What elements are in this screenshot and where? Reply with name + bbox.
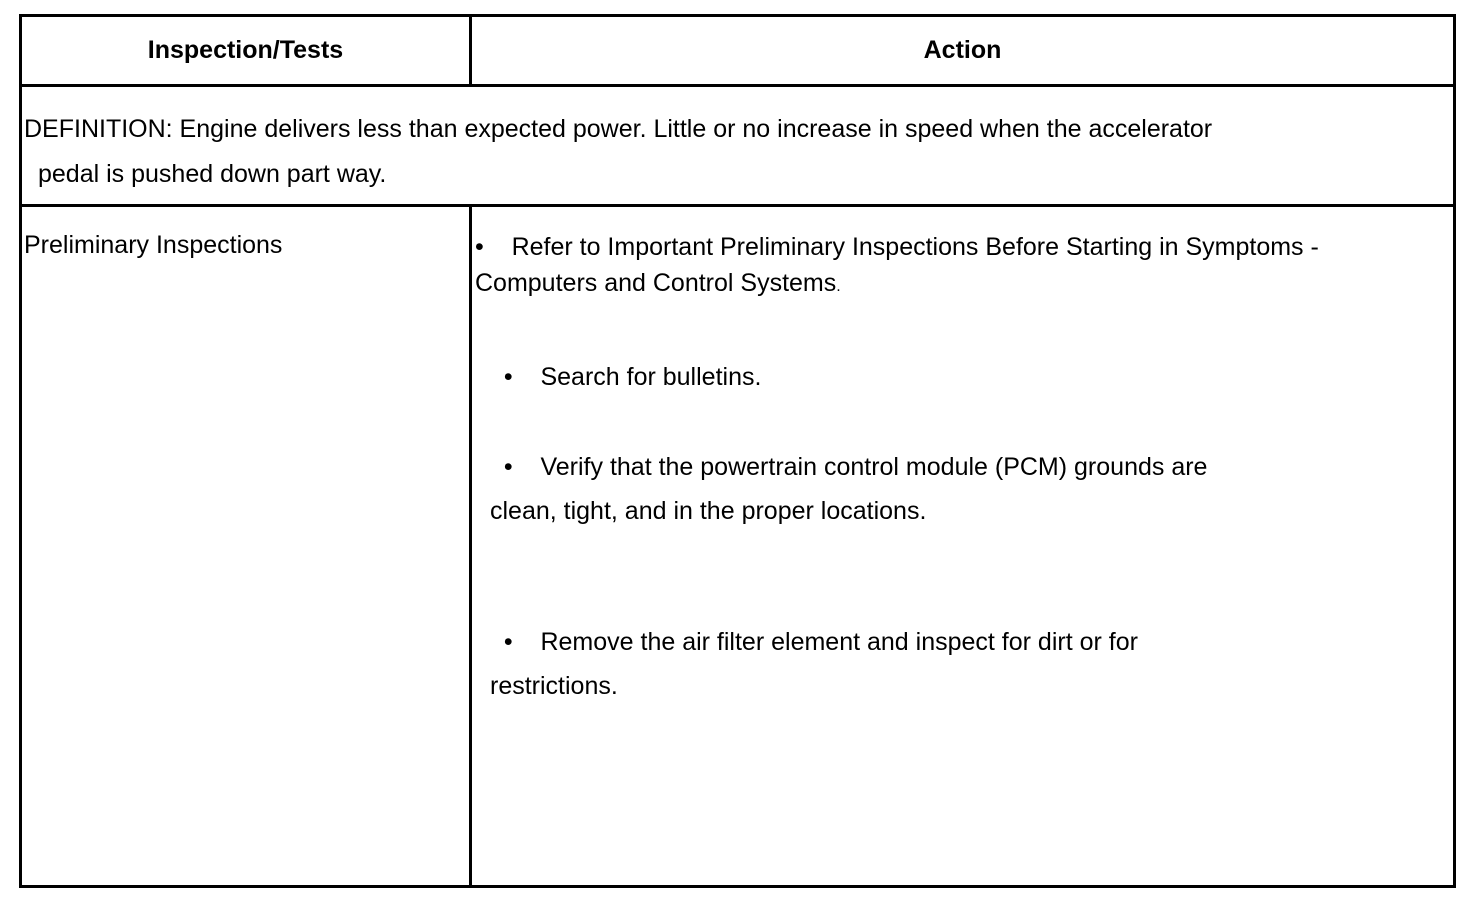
action-text-line-2: clean, tight, and in the proper locations.: [490, 497, 927, 525]
action-item-pcm-grounds: [490, 445, 1207, 533]
action-text-line-1: Verify that the powertrain control module (PCM) grounds are: [540, 453, 1208, 481]
bullet-icon: •: [503, 628, 513, 656]
definition-line-1: DEFINITION: Engine delivers less than expected power. Little or no increase in speed when the accelerator: [24, 115, 1213, 143]
inspection-label: Preliminary Inspections: [24, 231, 283, 259]
action-text-line-1: Refer to Important Preliminary Inspections Before Starting in Symptoms -: [511, 233, 1319, 261]
diagnostic-table: [19, 14, 1456, 888]
bullet-icon: •: [475, 233, 484, 261]
bullet-icon: •: [503, 453, 513, 481]
action-text-line-2: restrictions.: [490, 672, 618, 700]
header-inspection-tests: Inspection/Tests: [147, 36, 344, 64]
action-text-trailing: .: [836, 278, 841, 295]
definition-text: [24, 107, 1212, 197]
action-text-line-1: Search for bulletins.: [540, 363, 762, 391]
action-item-bulletins: [490, 359, 761, 395]
table-header-row: [22, 17, 1453, 87]
action-text-line-1: Remove the air filter element and inspect for dirt or for: [540, 628, 1138, 656]
bullet-icon: •: [503, 363, 513, 391]
definition-row: [22, 87, 1453, 207]
column-divider: [469, 207, 472, 885]
action-item-air-filter: [490, 620, 1138, 708]
header-action: Action: [923, 36, 1002, 64]
definition-line-2: pedal is pushed down part way.: [38, 160, 387, 188]
action-text-line-2: Computers and Control Systems: [475, 269, 837, 297]
table-row: [22, 207, 1453, 885]
action-item-refer: [475, 229, 1319, 305]
